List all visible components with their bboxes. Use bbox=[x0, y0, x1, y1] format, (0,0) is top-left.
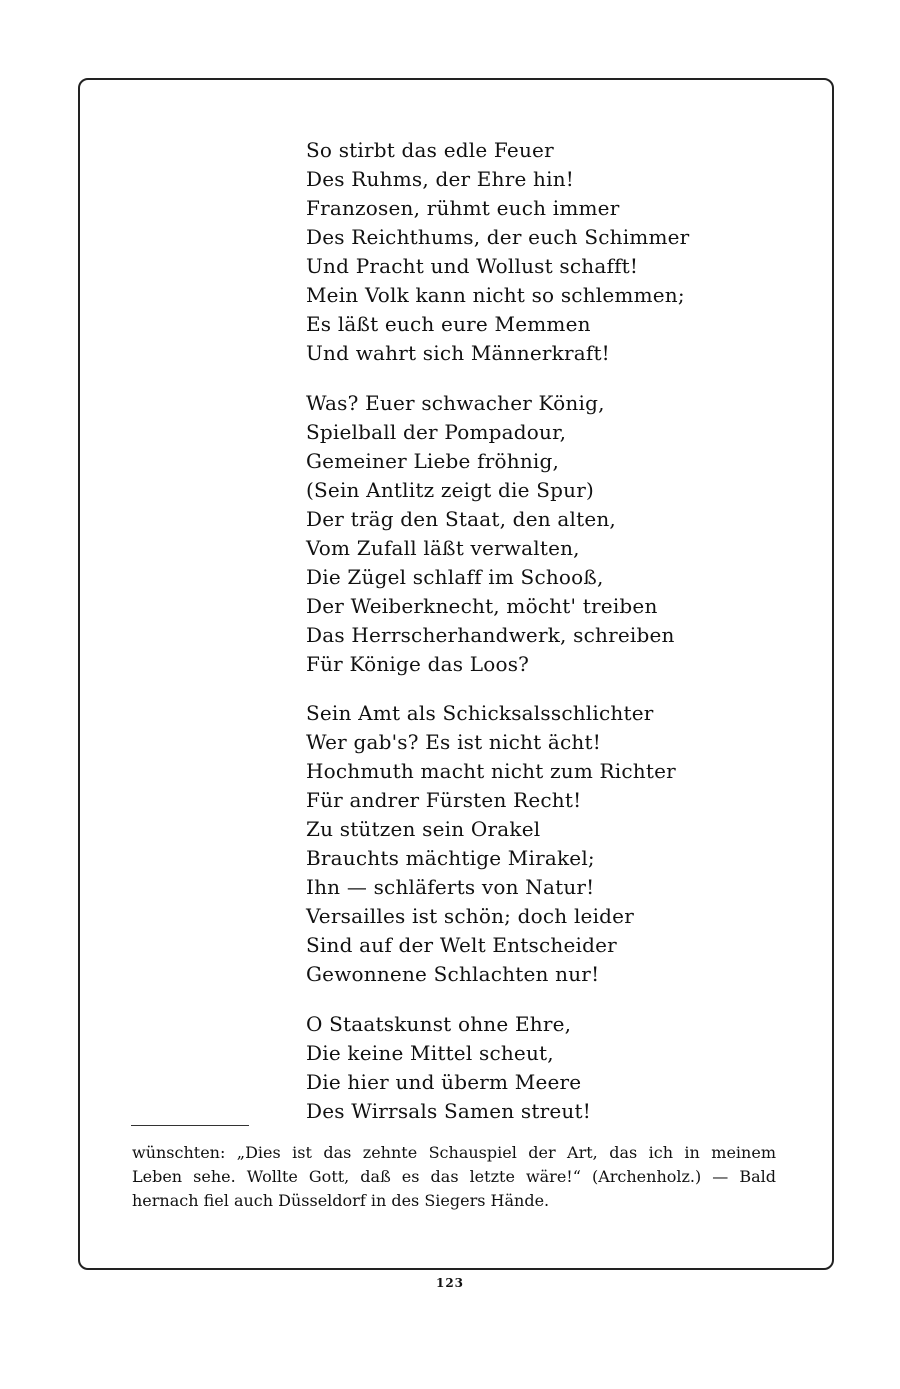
poem-line: Gemeiner Liebe fröhnig, bbox=[306, 448, 560, 473]
poem-line: Es läßt euch eure Memmen bbox=[306, 312, 591, 336]
poem-line: So stirbt das edle Feuer bbox=[306, 138, 554, 162]
poem-line: Versailles ist schön; doch leider bbox=[306, 904, 634, 928]
poem-line: Gewonnene Schlachten nur! bbox=[306, 962, 600, 986]
stanza-1 bbox=[306, 136, 786, 368]
poem-line: Spielball der Pompadour, bbox=[306, 419, 567, 444]
poem-line: Sein Amt als Schicksalsschlichter bbox=[306, 701, 654, 725]
poem-line: Des Reichthums, der euch Schimmer bbox=[306, 225, 690, 249]
poem-line: Wer gab's? Es ist nicht ächt! bbox=[306, 730, 601, 754]
poem-line: Sind auf der Welt Entscheider bbox=[306, 933, 617, 957]
footnote-line: hernach fiel auch Düsseldorf in des Siegers Hände. bbox=[132, 1191, 550, 1210]
footnote-line: wünschten: „Dies ist das zehnte Schauspiel der Art, das ich in meinem bbox=[132, 1143, 776, 1162]
poem-line: Das Herrscherhandwerk, schreiben bbox=[306, 622, 675, 647]
poem-line: Vom Zufall läßt verwalten, bbox=[306, 535, 580, 560]
poem-line: Für Könige das Loos? bbox=[306, 651, 530, 676]
poem-line: Die Zügel schlaff im Schooß, bbox=[306, 564, 604, 589]
poem-line: Hochmuth macht nicht zum Richter bbox=[306, 759, 676, 783]
poem-line: Die hier und überm Meere bbox=[306, 1069, 582, 1094]
poem-line: Zu stützen sein Orakel bbox=[306, 817, 541, 841]
poem-line: O Staatskunst ohne Ehre, bbox=[306, 1011, 572, 1036]
poem-line: Mein Volk kann nicht so schlemmen; bbox=[306, 283, 685, 307]
poem-line: Für andrer Fürsten Recht! bbox=[306, 788, 582, 812]
poem-line: Der Weiberknecht, möcht' treiben bbox=[306, 593, 658, 618]
stanza-2 bbox=[306, 389, 786, 679]
footnote-line: Leben sehe. Wollte Gott, daß es das letzte wäre!“ (Archenholz.) — Bald bbox=[132, 1167, 776, 1186]
poem-line: Ihn — schläferts von Natur! bbox=[306, 875, 595, 899]
poem-line: Der träg den Staat, den alten, bbox=[306, 506, 616, 531]
poem-line: Des Wirrsals Samen streut! bbox=[306, 1098, 591, 1123]
poem-line: Und wahrt sich Männerkraft! bbox=[306, 341, 610, 365]
poem bbox=[306, 136, 786, 1146]
poem-line: Franzosen, rühmt euch immer bbox=[306, 196, 620, 220]
poem-line: Des Ruhms, der Ehre hin! bbox=[306, 167, 575, 191]
footnote-divider bbox=[131, 1125, 249, 1126]
poem-line: Und Pracht und Wollust schafft! bbox=[306, 254, 639, 278]
page-number: 123 bbox=[435, 1276, 465, 1290]
footnote bbox=[132, 1141, 776, 1213]
stanza-3 bbox=[306, 699, 786, 989]
poem-line: Die keine Mittel scheut, bbox=[306, 1040, 554, 1065]
poem-line: Brauchts mächtige Mirakel; bbox=[306, 846, 595, 870]
stanza-4 bbox=[306, 1010, 786, 1126]
poem-line: Was? Euer schwacher König, bbox=[306, 390, 605, 415]
poem-line: (Sein Antlitz zeigt die Spur) bbox=[306, 477, 594, 502]
